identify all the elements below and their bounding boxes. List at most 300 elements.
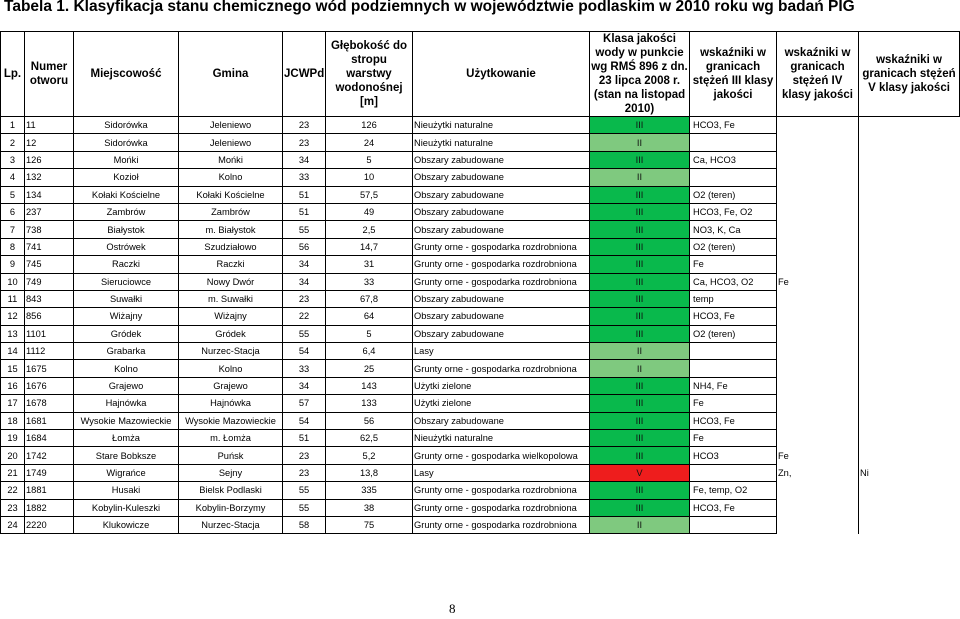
cell-wskazniki-iii: HCO3 bbox=[690, 447, 777, 464]
header-miejscowosc: Miejscowość bbox=[74, 32, 179, 117]
cell-wskazniki-v: Ni bbox=[859, 464, 960, 481]
cell-glebokosc: 33 bbox=[326, 273, 413, 290]
cell-wskazniki-iii: O2 (teren) bbox=[690, 325, 777, 342]
table-title: Tabela 1. Klasyfikacja stanu chemicznego wód podziemnych w województwie podlaskim w 2010 roku wg badań PIG bbox=[4, 0, 855, 15]
cell-wskazniki-iii: O2 (teren) bbox=[690, 186, 777, 203]
cell-klasa: III bbox=[590, 325, 690, 342]
cell-gmina: m. Suwałki bbox=[179, 290, 283, 307]
cell-wskazniki-iii: Ca, HCO3 bbox=[690, 151, 777, 168]
cell-klasa: III bbox=[590, 290, 690, 307]
cell-wskazniki-iv bbox=[777, 482, 859, 499]
cell-wskazniki-v bbox=[859, 377, 960, 394]
cell-wskazniki-iv: Zn, bbox=[777, 464, 859, 481]
cell-klasa: III bbox=[590, 203, 690, 220]
cell-wskazniki-iv bbox=[777, 377, 859, 394]
cell-klasa: III bbox=[590, 308, 690, 325]
cell-jcwpd: 58 bbox=[283, 516, 326, 533]
cell-miejscowosc: Stare Bobksze bbox=[74, 447, 179, 464]
cell-miejscowosc: Kozioł bbox=[74, 169, 179, 186]
cell-wskazniki-v bbox=[859, 516, 960, 533]
cell-wskazniki-v bbox=[859, 325, 960, 342]
cell-uzytkowanie: Obszary zabudowane bbox=[413, 325, 590, 342]
cell-wskazniki-iv bbox=[777, 238, 859, 255]
cell-jcwpd: 54 bbox=[283, 412, 326, 429]
cell-glebokosc: 2,5 bbox=[326, 221, 413, 238]
cell-wskazniki-iv bbox=[777, 308, 859, 325]
cell-wskazniki-v bbox=[859, 186, 960, 203]
cell-lp: 10 bbox=[1, 273, 25, 290]
table-row bbox=[1, 169, 960, 186]
cell-numer: 1684 bbox=[25, 430, 74, 447]
cell-numer: 745 bbox=[25, 256, 74, 273]
cell-miejscowosc: Sidorówka bbox=[74, 117, 179, 134]
cell-jcwpd: 23 bbox=[283, 117, 326, 134]
cell-lp: 15 bbox=[1, 360, 25, 377]
cell-wskazniki-iii bbox=[690, 516, 777, 533]
table-row bbox=[1, 412, 960, 429]
cell-wskazniki-iv bbox=[777, 499, 859, 516]
cell-glebokosc: 24 bbox=[326, 134, 413, 151]
cell-lp: 20 bbox=[1, 447, 25, 464]
cell-klasa: II bbox=[590, 343, 690, 360]
cell-wskazniki-iv bbox=[777, 186, 859, 203]
table-body bbox=[1, 117, 960, 534]
cell-wskazniki-iv bbox=[777, 203, 859, 220]
cell-wskazniki-iii: Fe bbox=[690, 256, 777, 273]
cell-wskazniki-v bbox=[859, 256, 960, 273]
cell-jcwpd: 23 bbox=[283, 290, 326, 307]
cell-glebokosc: 62,5 bbox=[326, 430, 413, 447]
cell-numer: 843 bbox=[25, 290, 74, 307]
cell-klasa: II bbox=[590, 360, 690, 377]
groundwater-quality-table bbox=[0, 31, 960, 534]
cell-wskazniki-v bbox=[859, 482, 960, 499]
cell-lp: 23 bbox=[1, 499, 25, 516]
cell-wskazniki-iv bbox=[777, 134, 859, 151]
cell-jcwpd: 23 bbox=[283, 134, 326, 151]
cell-uzytkowanie: Użytki zielone bbox=[413, 377, 590, 394]
cell-gmina: Kolno bbox=[179, 169, 283, 186]
cell-miejscowosc: Wiżajny bbox=[74, 308, 179, 325]
cell-wskazniki-v bbox=[859, 169, 960, 186]
cell-wskazniki-iii: O2 (teren) bbox=[690, 238, 777, 255]
cell-lp: 18 bbox=[1, 412, 25, 429]
cell-glebokosc: 5,2 bbox=[326, 447, 413, 464]
cell-numer: 749 bbox=[25, 273, 74, 290]
cell-uzytkowanie: Obszary zabudowane bbox=[413, 221, 590, 238]
cell-gmina: Mońki bbox=[179, 151, 283, 168]
cell-jcwpd: 56 bbox=[283, 238, 326, 255]
cell-jcwpd: 51 bbox=[283, 203, 326, 220]
cell-wskazniki-v bbox=[859, 117, 960, 134]
table-row bbox=[1, 343, 960, 360]
cell-jcwpd: 57 bbox=[283, 395, 326, 412]
table-row bbox=[1, 290, 960, 307]
cell-uzytkowanie: Obszary zabudowane bbox=[413, 308, 590, 325]
cell-gmina: Grajewo bbox=[179, 377, 283, 394]
cell-miejscowosc: Kobylin-Kuleszki bbox=[74, 499, 179, 516]
cell-lp: 11 bbox=[1, 290, 25, 307]
header-klasa: Klasa jakości wody w punkcie wg RMŚ 896 z dn. 23 lipca 2008 r. (stan na listopad 2010) bbox=[591, 33, 688, 115]
header-wskazniki-iv: wskaźniki w granicach stężeń IV klasy jakości bbox=[777, 32, 859, 117]
cell-wskazniki-v bbox=[859, 238, 960, 255]
cell-lp: 4 bbox=[1, 169, 25, 186]
cell-lp: 6 bbox=[1, 203, 25, 220]
cell-lp: 5 bbox=[1, 186, 25, 203]
cell-glebokosc: 14,7 bbox=[326, 238, 413, 255]
cell-lp: 1 bbox=[1, 117, 25, 134]
cell-jcwpd: 54 bbox=[283, 343, 326, 360]
cell-wskazniki-iii: Fe bbox=[690, 430, 777, 447]
cell-miejscowosc: Wysokie Mazowieckie bbox=[74, 412, 179, 429]
table-row bbox=[1, 325, 960, 342]
cell-wskazniki-iv bbox=[777, 360, 859, 377]
cell-wskazniki-v bbox=[859, 273, 960, 290]
cell-wskazniki-v bbox=[859, 412, 960, 429]
cell-wskazniki-iii: Fe, temp, O2 bbox=[690, 482, 777, 499]
cell-glebokosc: 25 bbox=[326, 360, 413, 377]
cell-numer: 1112 bbox=[25, 343, 74, 360]
cell-miejscowosc: Grajewo bbox=[74, 377, 179, 394]
cell-jcwpd: 55 bbox=[283, 499, 326, 516]
cell-lp: 22 bbox=[1, 482, 25, 499]
cell-gmina: Kobylin-Borzymy bbox=[179, 499, 283, 516]
cell-wskazniki-v bbox=[859, 447, 960, 464]
cell-lp: 24 bbox=[1, 516, 25, 533]
cell-glebokosc: 5 bbox=[326, 325, 413, 342]
cell-uzytkowanie: Grunty orne - gospodarka rozdrobniona bbox=[413, 499, 590, 516]
table-row bbox=[1, 395, 960, 412]
cell-uzytkowanie: Grunty orne - gospodarka rozdrobniona bbox=[413, 360, 590, 377]
cell-uzytkowanie: Nieużytki naturalne bbox=[413, 430, 590, 447]
cell-glebokosc: 5 bbox=[326, 151, 413, 168]
cell-glebokosc: 133 bbox=[326, 395, 413, 412]
page-number: 8 bbox=[449, 601, 456, 616]
cell-numer: 237 bbox=[25, 203, 74, 220]
cell-uzytkowanie: Użytki zielone bbox=[413, 395, 590, 412]
cell-miejscowosc: Ostrówek bbox=[74, 238, 179, 255]
cell-uzytkowanie: Nieużytki naturalne bbox=[413, 134, 590, 151]
table-row bbox=[1, 430, 960, 447]
cell-wskazniki-iv bbox=[777, 290, 859, 307]
cell-gmina: Raczki bbox=[179, 256, 283, 273]
cell-numer: 126 bbox=[25, 151, 74, 168]
cell-miejscowosc: Sidorówka bbox=[74, 134, 179, 151]
cell-gmina: m. Białystok bbox=[179, 221, 283, 238]
cell-wskazniki-iv bbox=[777, 169, 859, 186]
cell-miejscowosc: Wigrańce bbox=[74, 464, 179, 481]
cell-lp: 8 bbox=[1, 238, 25, 255]
cell-gmina: Jeleniewo bbox=[179, 117, 283, 134]
cell-wskazniki-iv bbox=[777, 516, 859, 533]
cell-wskazniki-v bbox=[859, 203, 960, 220]
cell-jcwpd: 34 bbox=[283, 377, 326, 394]
cell-glebokosc: 64 bbox=[326, 308, 413, 325]
header-uzytkowanie: Użytkowanie bbox=[413, 32, 590, 117]
cell-klasa: III bbox=[590, 238, 690, 255]
cell-klasa: III bbox=[590, 499, 690, 516]
cell-gmina: Nurzec-Stacja bbox=[179, 343, 283, 360]
cell-wskazniki-iv bbox=[777, 395, 859, 412]
header-numer-otworu: Numer otworu bbox=[25, 32, 74, 117]
cell-wskazniki-iii: HCO3, Fe bbox=[690, 499, 777, 516]
cell-lp: 17 bbox=[1, 395, 25, 412]
cell-klasa: III bbox=[590, 117, 690, 134]
cell-wskazniki-v bbox=[859, 134, 960, 151]
cell-klasa: III bbox=[590, 447, 690, 464]
cell-jcwpd: 34 bbox=[283, 256, 326, 273]
cell-wskazniki-iv bbox=[777, 117, 859, 134]
header-wskazniki-iii: wskaźniki w granicach stężeń III klasy jakości bbox=[690, 32, 777, 117]
cell-numer: 1678 bbox=[25, 395, 74, 412]
cell-glebokosc: 49 bbox=[326, 203, 413, 220]
cell-uzytkowanie: Grunty orne - gospodarka rozdrobniona bbox=[413, 256, 590, 273]
cell-uzytkowanie: Nieużytki naturalne bbox=[413, 117, 590, 134]
cell-glebokosc: 67,8 bbox=[326, 290, 413, 307]
cell-klasa: II bbox=[590, 134, 690, 151]
cell-uzytkowanie: Grunty orne - gospodarka rozdrobniona bbox=[413, 482, 590, 499]
cell-uzytkowanie: Obszary zabudowane bbox=[413, 151, 590, 168]
cell-gmina: Nurzec-Stacja bbox=[179, 516, 283, 533]
cell-wskazniki-v bbox=[859, 290, 960, 307]
cell-wskazniki-iii: HCO3, Fe bbox=[690, 117, 777, 134]
cell-lp: 14 bbox=[1, 343, 25, 360]
cell-numer: 741 bbox=[25, 238, 74, 255]
cell-klasa: III bbox=[590, 395, 690, 412]
cell-wskazniki-iv bbox=[777, 256, 859, 273]
cell-lp: 2 bbox=[1, 134, 25, 151]
cell-glebokosc: 143 bbox=[326, 377, 413, 394]
cell-gmina: Jeleniewo bbox=[179, 134, 283, 151]
cell-uzytkowanie: Lasy bbox=[413, 343, 590, 360]
cell-gmina: Hajnówka bbox=[179, 395, 283, 412]
cell-gmina: Wysokie Mazowieckie bbox=[179, 412, 283, 429]
cell-klasa: III bbox=[590, 186, 690, 203]
cell-glebokosc: 75 bbox=[326, 516, 413, 533]
table-row bbox=[1, 516, 960, 533]
cell-klasa: III bbox=[590, 412, 690, 429]
cell-jcwpd: 34 bbox=[283, 151, 326, 168]
cell-miejscowosc: Hajnówka bbox=[74, 395, 179, 412]
header-gmina: Gmina bbox=[179, 32, 283, 117]
cell-jcwpd: 22 bbox=[283, 308, 326, 325]
cell-lp: 3 bbox=[1, 151, 25, 168]
cell-wskazniki-v bbox=[859, 221, 960, 238]
cell-wskazniki-iv bbox=[777, 412, 859, 429]
cell-uzytkowanie: Grunty orne - gospodarka rozdrobniona bbox=[413, 238, 590, 255]
cell-gmina: Zambrów bbox=[179, 203, 283, 220]
table-row bbox=[1, 151, 960, 168]
cell-jcwpd: 55 bbox=[283, 325, 326, 342]
header-wskazniki-v: wskaźniki w granicach stężeń V klasy jakości bbox=[859, 32, 960, 117]
cell-gmina: Bielsk Podlaski bbox=[179, 482, 283, 499]
cell-miejscowosc: Kolno bbox=[74, 360, 179, 377]
cell-glebokosc: 57,5 bbox=[326, 186, 413, 203]
cell-jcwpd: 23 bbox=[283, 447, 326, 464]
cell-gmina: Wiżajny bbox=[179, 308, 283, 325]
cell-wskazniki-v bbox=[859, 360, 960, 377]
cell-wskazniki-iv bbox=[777, 430, 859, 447]
cell-jcwpd: 51 bbox=[283, 186, 326, 203]
cell-uzytkowanie: Obszary zabudowane bbox=[413, 169, 590, 186]
cell-klasa: III bbox=[590, 256, 690, 273]
cell-miejscowosc: Białystok bbox=[74, 221, 179, 238]
cell-wskazniki-iv: Fe bbox=[777, 273, 859, 290]
cell-wskazniki-v bbox=[859, 343, 960, 360]
header-lp: Lp. bbox=[1, 32, 25, 117]
cell-wskazniki-iii bbox=[690, 343, 777, 360]
cell-glebokosc: 10 bbox=[326, 169, 413, 186]
cell-miejscowosc: Łomża bbox=[74, 430, 179, 447]
cell-klasa: III bbox=[590, 273, 690, 290]
cell-wskazniki-v bbox=[859, 395, 960, 412]
header-glebokosc: Głębokość do stropu warstwy wodonośnej [m] bbox=[326, 32, 413, 117]
cell-wskazniki-iv: Fe bbox=[777, 447, 859, 464]
cell-uzytkowanie: Obszary zabudowane bbox=[413, 412, 590, 429]
cell-gmina: m. Łomża bbox=[179, 430, 283, 447]
cell-klasa: III bbox=[590, 482, 690, 499]
cell-wskazniki-iv bbox=[777, 343, 859, 360]
cell-lp: 13 bbox=[1, 325, 25, 342]
cell-miejscowosc: Gródek bbox=[74, 325, 179, 342]
cell-lp: 19 bbox=[1, 430, 25, 447]
table-row bbox=[1, 377, 960, 394]
cell-gmina: Nowy Dwór bbox=[179, 273, 283, 290]
cell-glebokosc: 335 bbox=[326, 482, 413, 499]
cell-wskazniki-iii bbox=[690, 134, 777, 151]
cell-wskazniki-iii bbox=[690, 169, 777, 186]
table-row bbox=[1, 203, 960, 220]
cell-miejscowosc: Suwałki bbox=[74, 290, 179, 307]
cell-lp: 12 bbox=[1, 308, 25, 325]
cell-lp: 7 bbox=[1, 221, 25, 238]
cell-numer: 856 bbox=[25, 308, 74, 325]
cell-klasa: III bbox=[590, 430, 690, 447]
cell-gmina: Kołaki Kościelne bbox=[179, 186, 283, 203]
cell-numer: 1681 bbox=[25, 412, 74, 429]
table-row bbox=[1, 273, 960, 290]
cell-gmina: Puńsk bbox=[179, 447, 283, 464]
cell-wskazniki-v bbox=[859, 499, 960, 516]
cell-wskazniki-iii: Fe bbox=[690, 395, 777, 412]
table-row bbox=[1, 256, 960, 273]
cell-klasa: II bbox=[590, 169, 690, 186]
cell-miejscowosc: Sieruciowce bbox=[74, 273, 179, 290]
cell-wskazniki-iii: HCO3, Fe, O2 bbox=[690, 203, 777, 220]
cell-numer: 1882 bbox=[25, 499, 74, 516]
cell-wskazniki-iii bbox=[690, 464, 777, 481]
table-row bbox=[1, 134, 960, 151]
cell-uzytkowanie: Grunty orne - gospodarka rozdrobniona bbox=[413, 273, 590, 290]
cell-miejscowosc: Raczki bbox=[74, 256, 179, 273]
table-row bbox=[1, 221, 960, 238]
cell-klasa: II bbox=[590, 516, 690, 533]
header-row bbox=[1, 32, 960, 117]
cell-glebokosc: 31 bbox=[326, 256, 413, 273]
cell-miejscowosc: Zambrów bbox=[74, 203, 179, 220]
cell-uzytkowanie: Lasy bbox=[413, 464, 590, 481]
cell-wskazniki-iv bbox=[777, 325, 859, 342]
cell-klasa: III bbox=[590, 151, 690, 168]
cell-klasa: III bbox=[590, 377, 690, 394]
cell-glebokosc: 38 bbox=[326, 499, 413, 516]
cell-uzytkowanie: Grunty orne - gospodarka rozdrobniona bbox=[413, 516, 590, 533]
cell-jcwpd: 23 bbox=[283, 464, 326, 481]
cell-uzytkowanie: Obszary zabudowane bbox=[413, 290, 590, 307]
cell-glebokosc: 13,8 bbox=[326, 464, 413, 481]
cell-miejscowosc: Husaki bbox=[74, 482, 179, 499]
cell-wskazniki-iii: HCO3, Fe bbox=[690, 308, 777, 325]
cell-wskazniki-iv bbox=[777, 151, 859, 168]
cell-wskazniki-iii: HCO3, Fe bbox=[690, 412, 777, 429]
cell-jcwpd: 55 bbox=[283, 482, 326, 499]
cell-wskazniki-iv bbox=[777, 221, 859, 238]
cell-glebokosc: 126 bbox=[326, 117, 413, 134]
cell-numer: 132 bbox=[25, 169, 74, 186]
table-row bbox=[1, 499, 960, 516]
table-row bbox=[1, 238, 960, 255]
table-row bbox=[1, 482, 960, 499]
cell-miejscowosc: Grabarka bbox=[74, 343, 179, 360]
cell-numer: 1881 bbox=[25, 482, 74, 499]
cell-wskazniki-v bbox=[859, 308, 960, 325]
header-jcwpd: JCWPd bbox=[283, 32, 326, 117]
cell-numer: 11 bbox=[25, 117, 74, 134]
cell-gmina: Kolno bbox=[179, 360, 283, 377]
cell-lp: 21 bbox=[1, 464, 25, 481]
cell-miejscowosc: Klukowicze bbox=[74, 516, 179, 533]
cell-miejscowosc: Kołaki Kościelne bbox=[74, 186, 179, 203]
cell-lp: 9 bbox=[1, 256, 25, 273]
cell-glebokosc: 56 bbox=[326, 412, 413, 429]
cell-gmina: Sejny bbox=[179, 464, 283, 481]
cell-uzytkowanie: Grunty orne - gospodarka wielkopolowa bbox=[413, 447, 590, 464]
cell-wskazniki-iii: NH4, Fe bbox=[690, 377, 777, 394]
table-row bbox=[1, 186, 960, 203]
cell-uzytkowanie: Obszary zabudowane bbox=[413, 186, 590, 203]
cell-gmina: Gródek bbox=[179, 325, 283, 342]
cell-lp: 16 bbox=[1, 377, 25, 394]
cell-jcwpd: 33 bbox=[283, 360, 326, 377]
cell-uzytkowanie: Obszary zabudowane bbox=[413, 203, 590, 220]
cell-klasa: III bbox=[590, 221, 690, 238]
table-row bbox=[1, 117, 960, 134]
table-row bbox=[1, 308, 960, 325]
cell-gmina: Szudziałowo bbox=[179, 238, 283, 255]
cell-numer: 12 bbox=[25, 134, 74, 151]
cell-numer: 134 bbox=[25, 186, 74, 203]
cell-jcwpd: 33 bbox=[283, 169, 326, 186]
table-row bbox=[1, 464, 960, 481]
cell-wskazniki-iii bbox=[690, 360, 777, 377]
cell-jcwpd: 51 bbox=[283, 430, 326, 447]
table-row bbox=[1, 447, 960, 464]
cell-miejscowosc: Mońki bbox=[74, 151, 179, 168]
cell-numer: 1675 bbox=[25, 360, 74, 377]
cell-numer: 1749 bbox=[25, 464, 74, 481]
cell-wskazniki-v bbox=[859, 430, 960, 447]
cell-numer: 1676 bbox=[25, 377, 74, 394]
cell-klasa: V bbox=[590, 464, 690, 481]
cell-numer: 2220 bbox=[25, 516, 74, 533]
cell-wskazniki-v bbox=[859, 151, 960, 168]
cell-jcwpd: 34 bbox=[283, 273, 326, 290]
cell-wskazniki-iii: NO3, K, Ca bbox=[690, 221, 777, 238]
table-row bbox=[1, 360, 960, 377]
cell-glebokosc: 6,4 bbox=[326, 343, 413, 360]
cell-numer: 1742 bbox=[25, 447, 74, 464]
cell-wskazniki-iii: temp bbox=[690, 290, 777, 307]
